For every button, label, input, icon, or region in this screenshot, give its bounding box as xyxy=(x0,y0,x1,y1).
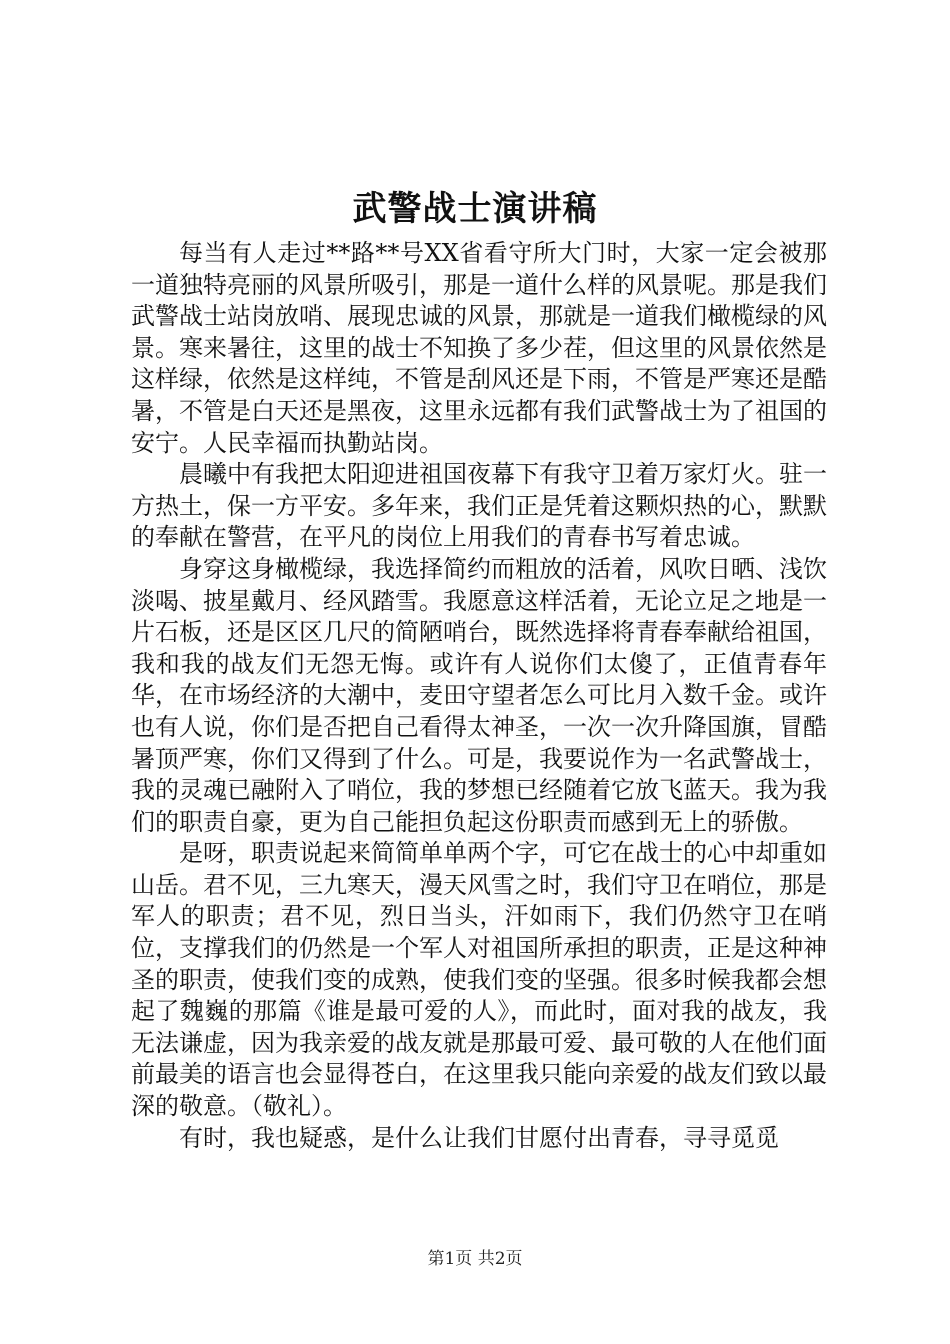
paragraph: 身穿这身橄榄绿，我选择简约而粗放的活着，风吹日晒、浅饮淡喝、披星戴月、经风踏雪。我愿意这样活着，无论立足之地是一片石板，还是区区几尺的简陋哨台，既然选择将青春奉献给祖国，我和我的战友们无怨无悔。或许有人说你们太傻了，正值青春年华，在市场经济的大潮中，麦田守望者怎么可比月入数千金。或许也有人说，你们是否把自己看得太神圣，一次一次升降国旗，冒酷暑顶严寒，你们又得到了什么。可是，我要说作为一名武警战士，我的灵魂已融附入了哨位，我的梦想已经随着它放飞蓝天。我为我们的职责自豪，更为自己能担负起这份职责而感到无上的骄傲。 xyxy=(131,554,827,836)
paragraph: 每当有人走过**路**号XX省看守所大门时，大家一定会被那一道独特亮丽的风景所吸引，那是一道什么样的风景呢。那是我们武警战士站岗放哨、展现忠诚的风景，那就是一道我们橄榄绿的风景。寒来暑往，这里的战士不知换了多少茬，但这里的风景依然是这样绿，依然是这样纯，不管是刮风还是下雨，不管是严寒还是酷暑，不管是白天还是黑夜，这里永远都有我们武警战士为了祖国的安宁。人民幸福而执勤站岗。 xyxy=(131,239,827,457)
document-body xyxy=(131,238,827,1154)
page-number-footer: 第1页 共2页 xyxy=(427,1249,523,1269)
document-title: 武警战士演讲稿 xyxy=(352,189,598,229)
paragraph: 晨曦中有我把太阳迎进祖国夜幕下有我守卫着万家灯火。驻一方热土，保一方平安。多年来，我们正是凭着这颗炽热的心，默默的奉献在警营，在平凡的岗位上用我们的青春书写着忠诚。 xyxy=(131,460,827,552)
paragraph: 是呀，职责说起来简简单单两个字，可它在战士的心中却重如山岳。君不见，三九寒天，漫天风雪之时，我们守卫在哨位，那是军人的职责；君不见，烈日当头，汗如雨下，我们仍然守卫在哨位，支撑我们的仍然是一个军人对祖国所承担的职责，正是这种神圣的职责，使我们变的成熟，使我们变的坚强。很多时候我都会想起了魏巍的那篇《谁是最可爱的人》，而此时，面对我的战友，我无法谦虚，因为我亲爱的战友就是那最可爱、最可敬的人在他们面前最美的语言也会显得苍白，在这里我只能向亲爱的战友们致以最深的敬意。（敬礼）。 xyxy=(131,839,827,1121)
paragraph: 有时，我也疑惑，是什么让我们甘愿付出青春，寻寻觅觅 xyxy=(179,1123,779,1152)
